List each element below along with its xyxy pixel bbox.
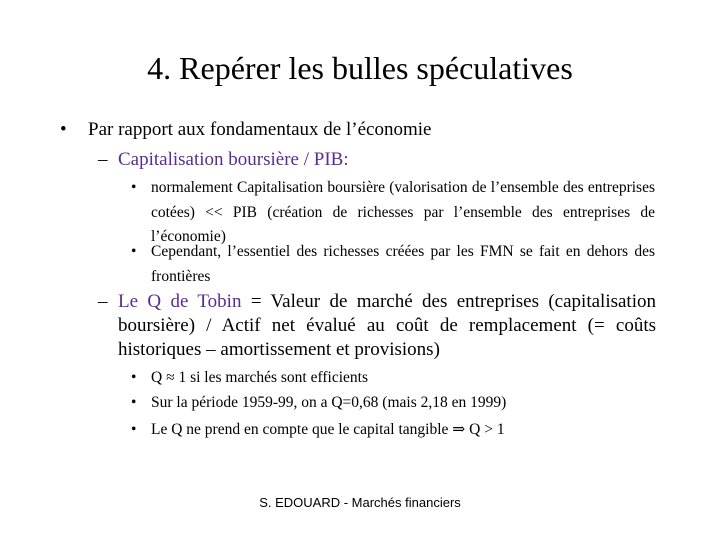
q-de-tobin-term: Le Q de Tobin: [118, 291, 242, 312]
dot-marker: •: [131, 179, 137, 196]
q-de-tobin-definition: = Valeur de marché des entreprises (capitalisation boursière) / Actif net évalué au coût de remplacement (= coûts historiques – amortissement et provisions): [118, 291, 656, 360]
detail-item-efficients: [131, 366, 655, 391]
dot-marker: •: [131, 369, 137, 386]
detail-text: Le Q ne prend en compte que le capital tangible ⇒ Q > 1: [151, 421, 505, 438]
dot-marker: •: [131, 421, 137, 438]
bullet-marker: •: [60, 119, 67, 140]
dot-marker: •: [131, 243, 137, 260]
bullet-text: Par rapport aux fondamentaux de l’économie: [88, 119, 432, 140]
bullet-fondamentaux: [60, 118, 660, 142]
sub-bullet-q-de-tobin: [98, 290, 656, 362]
detail-item-normalement: [131, 176, 655, 250]
detail-text: Sur la période 1959-99, on a Q=0,68 (mais 2,18 en 1999): [151, 394, 507, 411]
sub-bullet-capitalisation: [98, 148, 656, 172]
dash-marker: –: [98, 149, 108, 170]
detail-item-capital-tangible: [131, 418, 655, 443]
sub-bullet-text: [118, 290, 656, 362]
dot-marker: •: [131, 394, 137, 411]
detail-item-periode: [131, 391, 655, 416]
detail-text: normalement Capitalisation boursière (valorisation de l’ensemble des entreprises cotées) << PIB (création de richesses par l’ensemble des entreprises de l’économie): [151, 179, 655, 245]
sub-bullet-text: Capitalisation boursière / PIB:: [118, 149, 349, 170]
dash-marker: –: [98, 291, 108, 312]
detail-text: Q ≈ 1 si les marchés sont efficients: [151, 369, 368, 386]
slide-title: 4. Repérer les bulles spéculatives: [147, 50, 573, 86]
slide-footer: S. EDOUARD - Marchés financiers: [259, 495, 461, 510]
detail-item-cependant: [131, 240, 655, 289]
detail-text: Cependant, l’essentiel des richesses créées par les FMN se fait en dehors des frontières: [151, 243, 655, 285]
